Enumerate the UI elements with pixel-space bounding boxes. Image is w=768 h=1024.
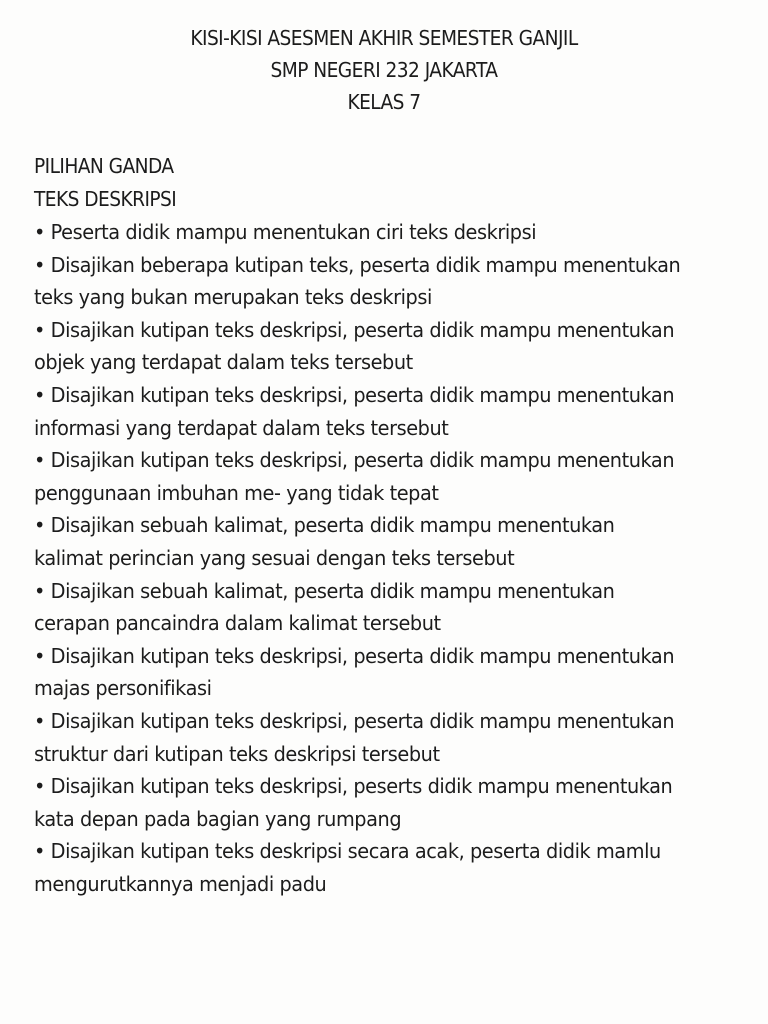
list-item-continuation: mengurutkannya menjadi padu — [34, 871, 327, 896]
list-item — [34, 314, 734, 379]
document-title: KISI-KISI ASESMEN AKHIR SEMESTER GANJIL — [190, 26, 578, 50]
list-item-continuation: struktur dari kutipan teks deskripsi tersebut — [34, 741, 440, 766]
list-item-text: • Disajikan kutipan teks deskripsi, peserta didik mampu menentukan — [34, 382, 675, 407]
subsection-title: TEKS DESKRIPSI — [34, 187, 177, 211]
document-body — [34, 150, 734, 900]
list-item-text: • Disajikan beberapa kutipan teks, peserta didik mampu menentukan — [34, 252, 681, 277]
list-item — [34, 509, 734, 574]
list-item — [34, 575, 734, 640]
list-item-continuation: penggunaan imbuhan me- yang tidak tepat — [34, 480, 439, 505]
section-title: PILIHAN GANDA — [34, 154, 174, 178]
list-item-text: • Disajikan kutipan teks deskripsi secara acak, peserta didik mamlu — [34, 839, 661, 864]
list-item-continuation: kata depan pada bagian yang rumpang — [34, 806, 402, 831]
list-item-text: • Disajikan kutipan teks deskripsi, peserts didik mampu menentukan — [34, 774, 673, 799]
list-item-text: • Peserta didik mampu menentukan ciri teks deskripsi — [34, 220, 537, 244]
list-item — [34, 379, 734, 444]
list-item-continuation: cerapan pancaindra dalam kalimat tersebut — [34, 611, 441, 636]
list-item-text: • Disajikan sebuah kalimat, peserta didik mampu menentukan — [34, 578, 615, 603]
list-item — [34, 835, 734, 900]
class-level: KELAS 7 — [347, 90, 421, 114]
list-item — [34, 770, 734, 835]
list-item — [34, 444, 734, 509]
list-item — [34, 705, 734, 770]
list-item-continuation: kalimat perincian yang sesuai dengan teks tersebut — [34, 545, 515, 570]
list-item-text: • Disajikan kutipan teks deskripsi, peserta didik mampu menentukan — [34, 643, 675, 668]
list-item — [34, 216, 734, 249]
indicator-list — [34, 216, 734, 900]
list-item-continuation: majas personifikasi — [34, 676, 212, 701]
list-item-continuation: teks yang bukan merupakan teks deskripsi — [34, 285, 432, 310]
list-item-text: • Disajikan kutipan teks deskripsi, peserta didik mampu menentukan — [34, 448, 675, 473]
list-item-text: • Disajikan kutipan teks deskripsi, peserta didik mampu menentukan — [34, 708, 675, 733]
list-item-text: • Disajikan sebuah kalimat, peserta didik mampu menentukan — [34, 513, 615, 538]
document-header — [0, 22, 768, 118]
list-item-continuation: informasi yang terdapat dalam teks tersebut — [34, 415, 449, 440]
list-item-continuation: objek yang terdapat dalam teks tersebut — [34, 350, 413, 375]
list-item-text: • Disajikan kutipan teks deskripsi, peserta didik mampu menentukan — [34, 317, 675, 342]
list-item — [34, 249, 734, 314]
school-name: SMP NEGERI 232 JAKARTA — [270, 58, 498, 82]
list-item — [34, 640, 734, 705]
